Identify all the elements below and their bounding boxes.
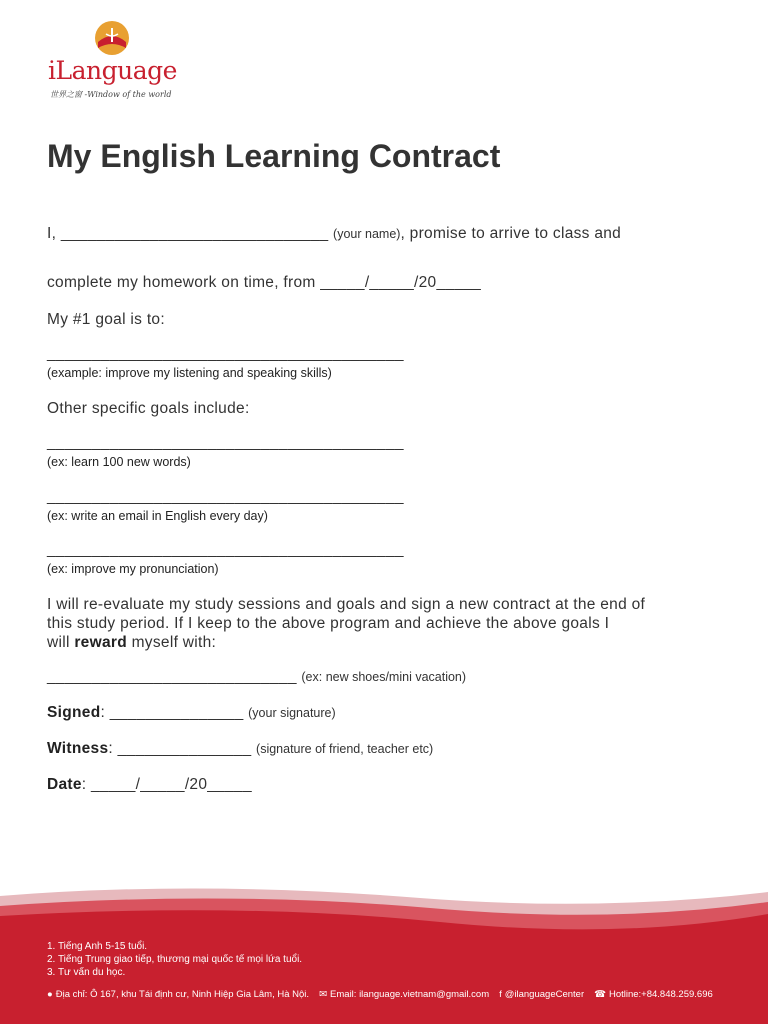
footer-services: [47, 940, 302, 979]
footer-facebook[interactable]: [499, 989, 584, 1000]
reward-line-1: I will re-evaluate my study sessions and goals and sign a new contract at the end of: [47, 596, 646, 613]
footer-email[interactable]: [319, 989, 489, 1000]
date-blank[interactable]: : _____/_____/20_____: [81, 776, 252, 793]
other-goal-blank-1[interactable]: ________________________________________: [47, 434, 404, 451]
other-goal-blank-2[interactable]: ________________________________________: [47, 488, 404, 505]
facebook-text: @ilanguageCenter: [504, 989, 585, 1000]
witness-blank[interactable]: : _______________: [108, 740, 252, 757]
reward-line-3-suffix: myself with:: [126, 634, 217, 651]
address-text: Địa chỉ: Ô 167, khu Tái định cư, Ninh Hiệp Gia Lâm, Hà Nội.: [55, 989, 310, 1000]
reward-line-3: [47, 633, 727, 652]
signed-row: [47, 704, 336, 722]
intro-suffix: , promise to arrive to class and: [400, 225, 622, 242]
logo-wordmark: iLanguage: [48, 56, 177, 85]
name-blank[interactable]: I, ______________________________: [47, 225, 329, 242]
phone-icon: ☎: [594, 989, 606, 1000]
footer-address: [47, 989, 309, 1000]
reward-line-3-prefix: will: [47, 634, 75, 651]
intro-line-2[interactable]: complete my homework on time, from _____/_____/20_____: [47, 274, 482, 291]
signed-blank[interactable]: : _______________: [100, 704, 244, 721]
reward-paragraph: [47, 595, 727, 652]
email-text: Email: ilanguage.vietnam@gmail.com: [330, 989, 490, 1000]
goal1-label: My #1 goal is to:: [47, 311, 165, 328]
reward-bold: reward: [74, 634, 127, 651]
goal1-hint: (example: improve my listening and speaking skills): [47, 366, 332, 380]
logo-tagline: 世界之窗 -Window of the world: [50, 90, 172, 99]
other-goal-hint-3: (ex: improve my pronunciation): [47, 562, 219, 576]
logo-emblem-icon: [94, 20, 130, 56]
facebook-icon: f: [499, 989, 502, 1000]
reward-hint: (ex: new shoes/mini vacation): [301, 670, 467, 684]
signed-hint: (your signature): [248, 706, 336, 720]
witness-label: Witness: [47, 740, 109, 757]
footer-banner: [0, 884, 768, 1024]
footer-hotline[interactable]: [594, 989, 713, 1000]
witness-row: [47, 740, 433, 758]
name-hint: (your name): [333, 227, 401, 241]
other-goals-label: Other specific goals include:: [47, 400, 250, 417]
footer-service-3: 3. Tư vấn du học.: [47, 967, 126, 978]
date-label: Date: [47, 776, 82, 793]
footer-service-1: 1. Tiếng Anh 5-15 tuổi.: [47, 941, 148, 952]
footer-service-2: 2. Tiếng Trung giao tiếp, thương mại quốc tế mọi lứa tuổi.: [47, 954, 303, 965]
reward-blank[interactable]: ____________________________: [47, 668, 297, 685]
intro-line-1: [47, 225, 621, 243]
witness-hint: (signature of friend, teacher etc): [256, 742, 434, 756]
location-icon: ●: [47, 989, 53, 1000]
page-title: My English Learning Contract: [47, 138, 501, 174]
reward-row: [47, 668, 466, 686]
footer-contact: [47, 989, 747, 1000]
other-goal-hint-1: (ex: learn 100 new words): [47, 455, 191, 469]
reward-line-2: this study period. If I keep to the above program and achieve the above goals I: [47, 615, 610, 632]
other-goal-blank-3[interactable]: ________________________________________: [47, 541, 404, 558]
signed-label: Signed: [47, 704, 101, 721]
date-row: [47, 776, 252, 794]
other-goal-hint-2: (ex: write an email in English every day): [47, 509, 268, 523]
brand-logo: [48, 18, 188, 102]
mail-icon: ✉: [319, 989, 328, 1000]
goal1-blank[interactable]: ________________________________________: [47, 345, 404, 362]
hotline-text: Hotline:+84.848.259.696: [608, 989, 713, 1000]
